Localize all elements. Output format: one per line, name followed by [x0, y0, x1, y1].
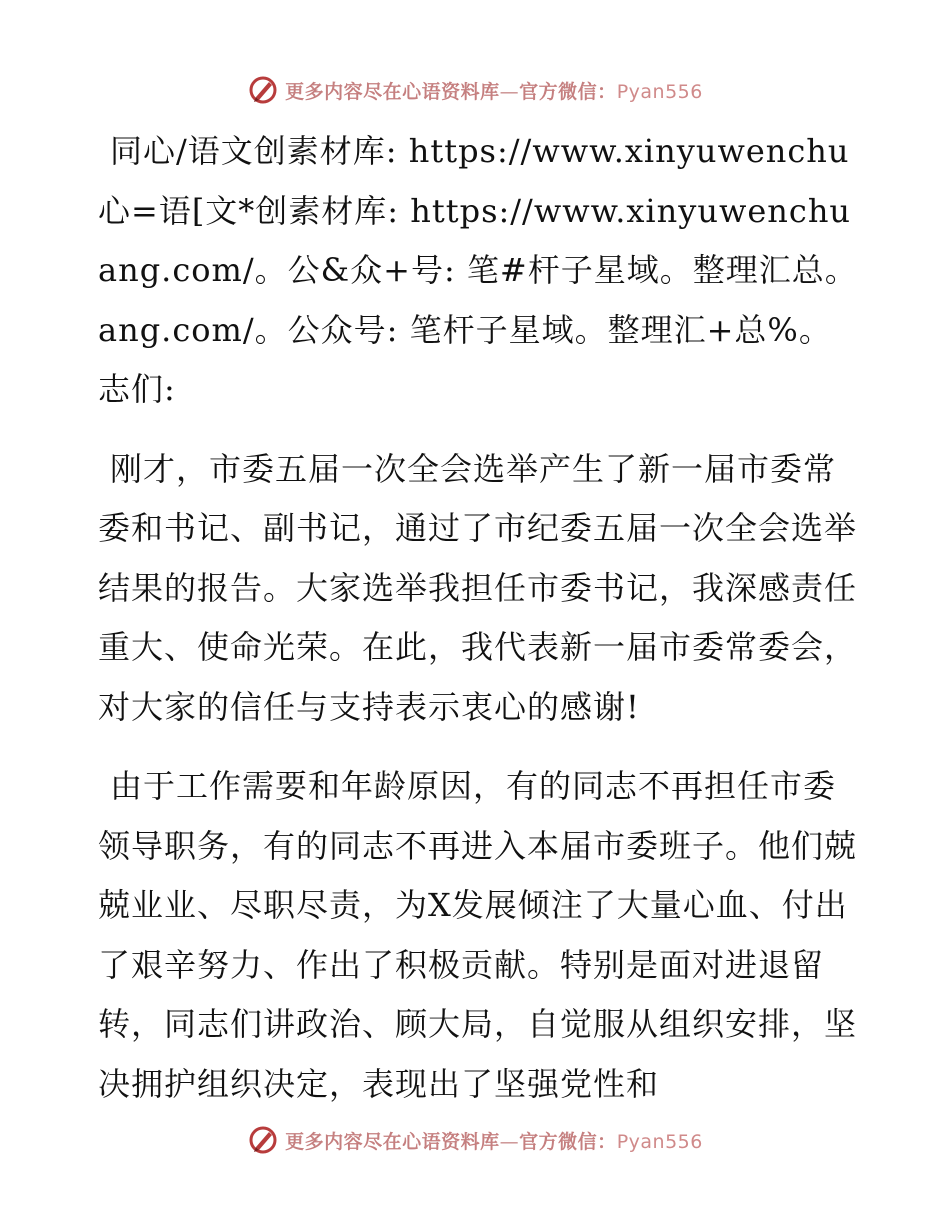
watermark-dash: —: [499, 80, 520, 103]
document-body: [98, 122, 858, 1134]
pen-logo-icon: [247, 1124, 279, 1156]
paragraph-2: [98, 440, 858, 738]
watermark-label: 官方微信：: [519, 1130, 617, 1153]
watermark-dash: —: [499, 1130, 520, 1153]
paragraph-1-text: 同心/语文创素材库: https://www.xinyuwenchu心=语[文*创素材库: https://www.xinyuwenchuang.com/。公&众+号: 笔#杆子星域。整理汇总。ang.com/。公众号: 笔杆子星域。整理汇+总%。志们:: [98, 132, 858, 408]
paragraph-3-text: 由于工作需要和年龄原因，有的同志不再担任市委领导职务，有的同志不再进入本届市委班子。他们兢兢业业、尽职尽责，为X发展倾注了大量心血、付出了艰辛努力、作出了积极贡献。特别是面对进退留转，同志们讲政治、顾大局，自觉服从组织安排，坚决拥护组织决定，表现出了坚强党性和: [98, 767, 858, 1103]
paragraph-2-text: 刚才，市委五届一次全会选举产生了新一届市委常委和书记、副书记，通过了市纪委五届一次全会选举结果的报告。大家选举我担任市委书记，我深感责任重大、使命光荣。在此，我代表新一届市委常委会，对大家的信任与支持表示衷心的感谢!: [98, 449, 858, 726]
paragraph-1: [98, 122, 858, 420]
watermark-site: 更多内容尽在心语资料库: [285, 1130, 500, 1153]
header-watermark: [0, 70, 950, 110]
footer-watermark: [0, 1120, 950, 1160]
watermark-site: 更多内容尽在心语资料库: [285, 80, 500, 103]
pen-logo-icon: [247, 74, 279, 106]
watermark-wechat-id: Pyan556: [616, 1130, 703, 1153]
watermark-text: [285, 1127, 703, 1154]
paragraph-3: [98, 757, 858, 1114]
watermark-label: 官方微信：: [519, 80, 617, 103]
watermark-text: [285, 77, 703, 104]
watermark-wechat-id: Pyan556: [616, 80, 703, 103]
